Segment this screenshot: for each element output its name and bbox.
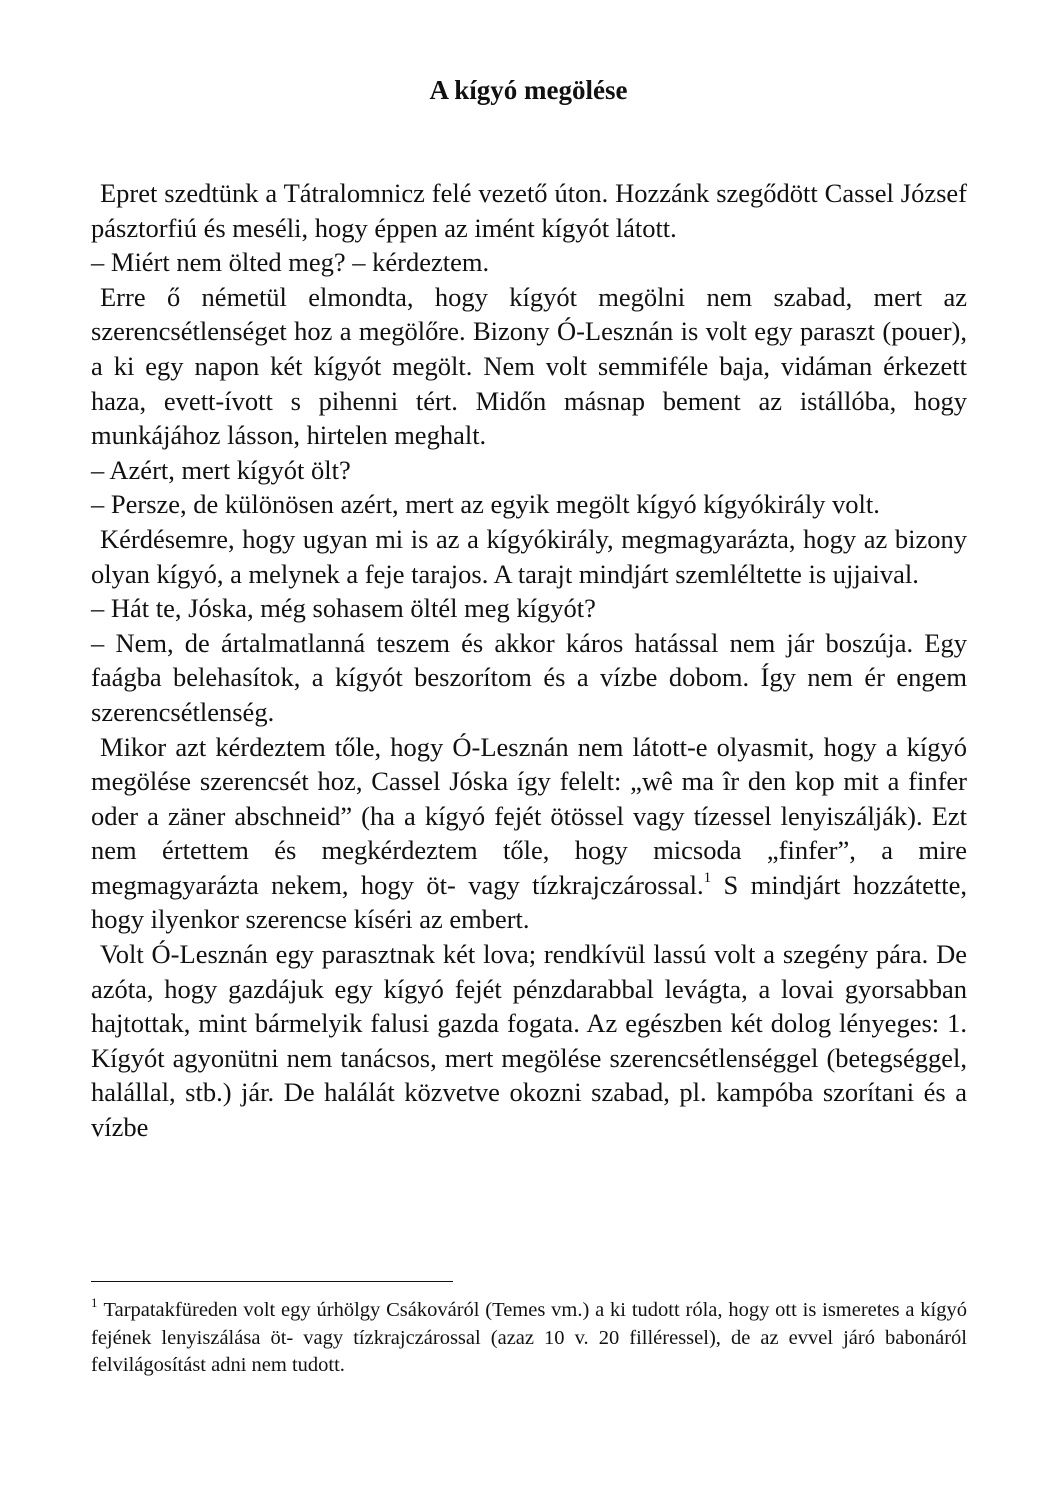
body-text	[91, 176, 967, 1145]
footnote-text: Tarpatakfüreden volt egy úrhölgy Csákováról (Temes vm.) a ki tudott róla, hogy ott is ismeretes a kígyó fejének lenyiszálása öt- vagy tízkrajczárossal (azaz 10 v. 20 filléressel), de az evvel járó babonáról felvilágosítást adni nem tudott.	[91, 1299, 967, 1376]
paragraph: Erre ő németül elmondta, hogy kígyót megölni nem szabad, mert az szerencsétlenséget hoz a megölőre. Bizony Ó-Lesznán is volt egy paraszt (pouer), a ki egy napon két kígyót megölt. Nem volt semmiféle baja, vidáman érkezett haza, evett-ívott s pihenni tért. Midőn másnap bement az istállóba, hogy munkájához lásson, hirtelen meghalt.	[91, 281, 967, 451]
footnote-separator	[91, 1281, 453, 1282]
page-title: A kígyó megölése	[429, 75, 628, 105]
paragraph-with-footnote	[91, 730, 967, 938]
footnote-reference: 1	[703, 869, 712, 886]
footnote-marker: 1	[91, 1295, 98, 1310]
dialogue-line: – Miért nem ölted meg? – kérdeztem.	[91, 247, 490, 278]
dialogue-line: – Hát te, Jóska, még sohasem öltél meg kígyót?	[91, 593, 596, 624]
footnote	[91, 1297, 967, 1380]
dialogue-line: – Persze, de különösen azért, mert az egyik megölt kígyó kígyókirály volt.	[91, 489, 880, 520]
dialogue-line: – Azért, mert kígyót ölt?	[91, 454, 351, 485]
paragraph: Kérdésemre, hogy ugyan mi is az a kígyókirály, megmagyarázta, hogy az bizony olyan kígyó, a melynek a feje tarajos. A tarajt mindjárt szemléltette is ujjaival.	[91, 523, 967, 589]
dialogue-line: – Nem, de ártalmatlanná teszem és akkor káros hatással nem jár boszúja. Egy faágba belehasítok, a kígyót beszorítom és a vízbe dobom. Így nem ér engem szerencsétlenség.	[91, 627, 967, 727]
paragraph-text: Mikor azt kérdeztem tőle, hogy Ó-Lesznán nem látott-e olyasmit, hogy a kígyó megölése szerencsét hoz, Cassel Jóska így felelt: „wê ma îr den kop mit a finfer oder a zäner abschneid” (ha a kígyó fejét ötössel vagy tízessel lenyiszálják). Ezt nem értettem és megkérdeztem tőle, hogy micsoda „finfer”, a mire megmagyarázta nekem, hogy öt- vagy tízkrajczárossal.	[91, 731, 967, 900]
paragraph: Epret szedtünk a Tátralomnicz felé vezető úton. Hozzánk szegődött Cassel József pásztorfiú és meséli, hogy éppen az imént kígyót látott.	[91, 178, 967, 243]
paragraph: Volt Ó-Lesznán egy parasztnak két lova; rendkívül lassú volt a szegény pára. De azóta, hogy gazdájuk egy kígyó fejét pénzdarabbal levágta, a lovai gyorsabban hajtottak, mint bármelyik falusi gazda fogata. Az egészben két dolog lényeges: 1. Kígyót agyonütni nem tanácsos, mert megölése szerencsétlenséggel (betegséggel, halállal, stb.) jár. De halálát közvetve okozni szabad, pl. kampóba szorítani és a vízbe	[91, 939, 967, 1143]
paragraph-text-continued: S mindjárt hozzátette, hogy ilyenkor szerencse kíséri az embert.	[91, 869, 967, 935]
